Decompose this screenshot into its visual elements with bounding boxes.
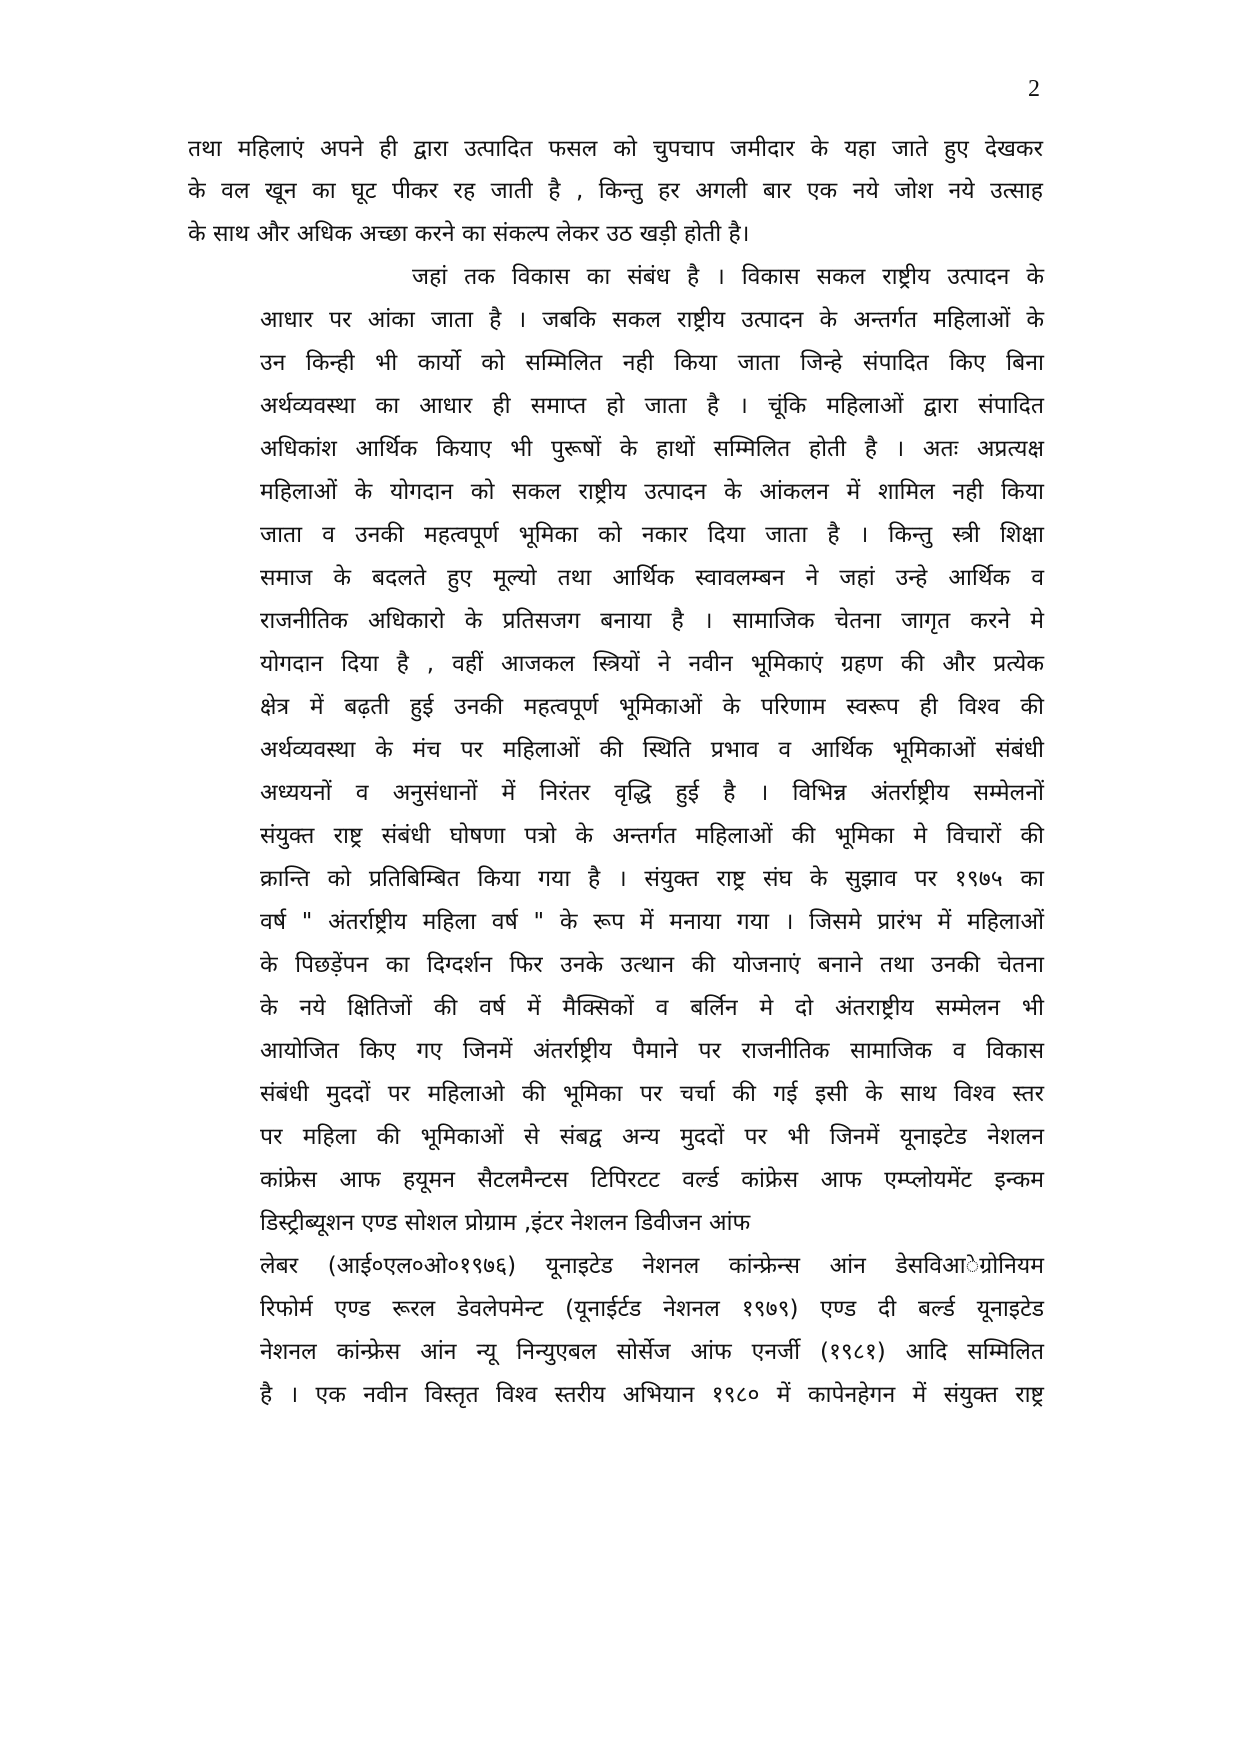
text-line: आयोजित किए गए जिनमें अंतर्राष्ट्रीय पैमाने पर राजनीतिक सामाजिक व विकास [260,1038,1044,1064]
page-number: 2 [1028,76,1040,102]
text-line: क्षेत्र में बढ़ती हुई उनकी महत्वपूर्ण भूमिकाओं के परिणाम स्वरूप ही विश्व की [260,694,1044,720]
text-line: जहां तक विकास का संबंध है । विकास सकल राष्ट्रीय उत्पादन के [412,264,1044,290]
text-line: महिलाओं के योगदान को सकल राष्ट्रीय उत्पादन के आंकलन में शामिल नही किया [260,479,1044,505]
text-line: समाज के बदलते हुए मूल्यो तथा आर्थिक स्वावलम्बन ने जहां उन्हे आर्थिक व [260,565,1044,591]
text-line: संयुक्त राष्ट्र संबंधी घोषणा पत्रो के अन्तर्गत महिलाओं की भूमिका मे विचारों की [260,823,1044,849]
text-line: पर महिला की भूमिकाओं से संबद्व अन्य मुददों पर भी जिनमें यूनाइटेड नेशलन [260,1124,1044,1150]
text-line: डिस्ट्रीब्यूशन एण्ड सोशल प्रोग्राम ,इंटर नेशलन डिवीजन आंफ [260,1210,751,1236]
text-line: अर्थव्यवस्था के मंच पर महिलाओं की स्थिति प्रभाव व आर्थिक भूमिकाओं संबंधी [260,737,1044,763]
text-line: राजनीतिक अधिकारो के प्रतिसजग बनाया है । सामाजिक चेतना जागृत करने मे [260,608,1044,634]
text-line: तथा महिलाएं अपने ही द्वारा उत्पादित फसल को चुपचाप जमीदार के यहा जाते हुए देखकर [188,136,1043,162]
text-line: संबंधी मुददों पर महिलाओ की भूमिका पर चर्चा की गई इसी के साथ विश्व स्तर [260,1081,1044,1107]
text-line: रिफोर्म एण्ड रूरल डेवलेपमेन्ट (यूनाईर्टड नेशनल १९७९) एण्ड दी बर्ल्ड यूनाइटेड [260,1296,1044,1322]
text-line: उन किन्ही भी कार्यो को सम्मिलित नही किया जाता जिन्हे संपादित किए बिना [260,350,1044,376]
text-line: जाता व उनकी महत्वपूर्ण भूमिका को नकार दिया जाता है । किन्तु स्त्री शिक्षा [260,522,1044,548]
text-line: है । एक नवीन विस्तृत विश्व स्तरीय अभियान १९८० में कापेनहेगन में संयुक्त राष्ट्र [260,1382,1044,1408]
text-line: अध्ययनों व अनुसंधानों में निरंतर वृद्धि हुई है । विभिन्न अंतर्राष्ट्रीय सम्मेलनों [260,780,1044,806]
text-line: नेशनल कांन्फ्रेस आंन न्यू निन्युएबल सोर्सेज आंफ एनर्जी (१९८१) आदि सम्मिलित [260,1339,1044,1365]
text-line: के वल खून का घूट पीकर रह जाती है , किन्तु हर अगली बार एक नये जोश नये उत्साह [188,178,1043,204]
text-line: आधार पर आंका जाता है । जबकि सकल राष्ट्रीय उत्पादन के अन्तर्गत महिलाओं के [260,307,1044,333]
text-line: योगदान दिया है , वहीं आजकल स्त्रियों ने नवीन भूमिकाएं ग्रहण की और प्रत्येक [260,651,1044,677]
text-line: क्रान्ति को प्रतिबिम्बित किया गया है । संयुक्त राष्ट्र संघ के सुझाव पर १९७५ का [260,866,1044,892]
text-line: के पिछड़ेंपन का दिग्दर्शन फिर उनके उत्थान की योजनाएं बनाने तथा उनकी चेतना [260,952,1044,978]
text-line: अधिकांश आर्थिक कियाए भी पुरूषों के हाथों सम्मिलित होती है । अतः अप्रत्यक्ष [260,436,1044,462]
text-line: कांफ्रेस आफ हयूमन सैटलमैन्टस टिपिरटट वर्ल्ड कांफ्रेस आफ एम्प्लोयमेंट इन्कम [260,1167,1044,1193]
text-line: के नये क्षितिजों की वर्ष में मैक्सिकों व बर्लिन मे दो अंतराष्ट्रीय सम्मेलन भी [260,995,1044,1021]
text-line: लेबर (आई०एल०ओ०१९७६) यूनाइटेड नेशनल कांन्फ्रेन्स आंन डेसविआेग्रोनियम [260,1253,1044,1279]
text-line: अर्थव्यवस्था का आधार ही समाप्त हो जाता है । चूंकि महिलाओं द्वारा संपादित [260,393,1044,419]
text-line: वर्ष " अंतर्राष्ट्रीय महिला वर्ष " के रूप में मनाया गया । जिसमे प्रारंभ में महिलाओं [260,909,1044,935]
text-line: के साथ और अधिक अच्छा करने का संकल्प लेकर उठ खड़ी होती है। [188,221,750,247]
